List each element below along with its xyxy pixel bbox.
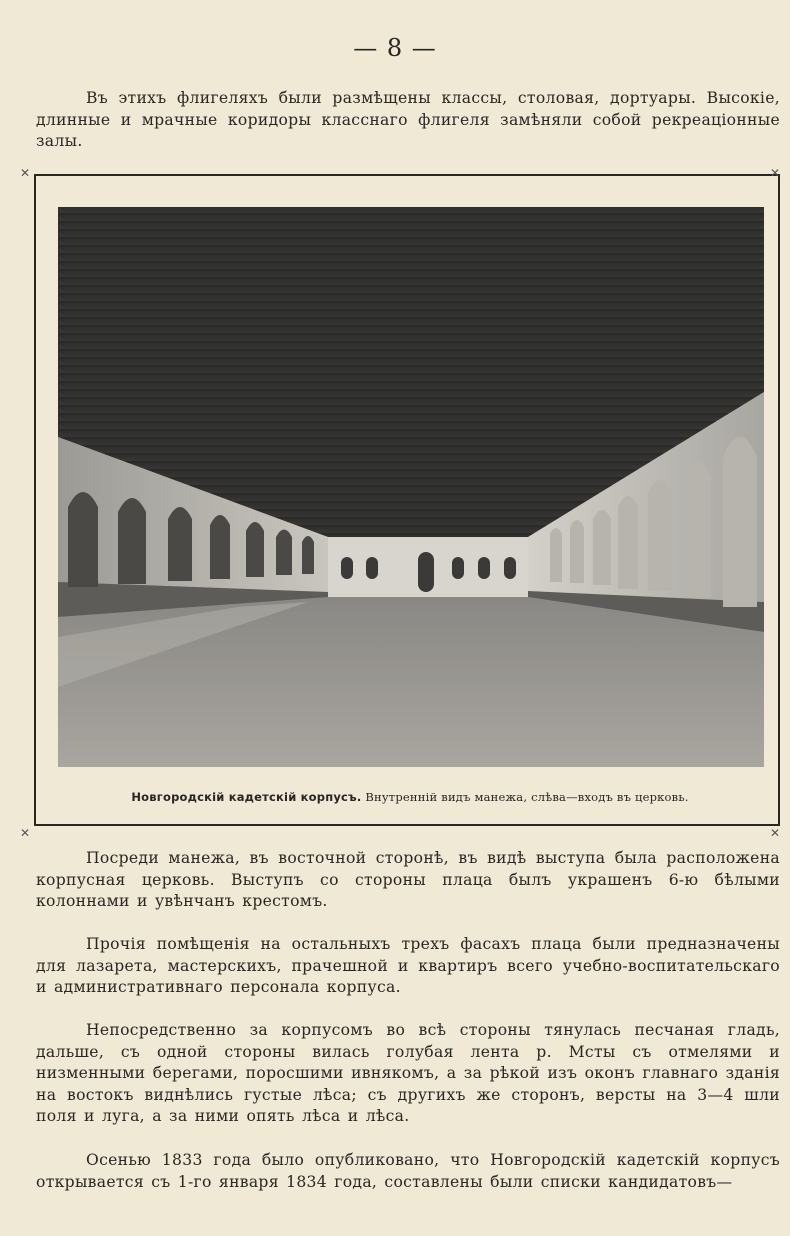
caption-lead: Новгородскій кадетскій корпусъ. [131,790,362,804]
paragraph-2-text: Посреди манежа, въ восточной сторонѣ, въ видѣ выступа была расположена корпусная церковь. Выступъ со стороны плаца былъ украшенъ 6-ю бѣлыми колоннами и увѣнчанъ крестомъ. [36,849,780,910]
corner-mark-bottom-right: ✕ [770,826,781,840]
paragraph-5-text: Осенью 1833 года было опубликовано, что Новгородскій кадетскій корпусъ открывается съ 1-го января 1834 года, составлены были списки кандидатовъ— [36,1151,780,1191]
figure-caption [60,790,760,804]
page-number: — 8 — [353,34,437,62]
corner-mark-top-left: ✕ [20,166,31,180]
paragraph-3-text: Прочія помѣщенія на остальныхъ трехъ фасахъ плаца были предназначены для лазарета, мастерскихъ, прачешной и квартиръ всего учебно-воспитательскаго и административнаго персонала корпуса. [36,935,780,996]
paragraph-3 [36,934,780,999]
corner-mark-bottom-left: ✕ [20,826,31,840]
figure-bottom-rule [34,824,780,826]
paragraph-5 [36,1150,780,1193]
paragraph-1 [36,88,780,153]
caption-rest: Внутренній видъ манежа, слѣва—входъ въ церковь. [361,790,689,804]
paragraph-4 [36,1020,780,1128]
paragraph-2 [36,848,780,913]
paragraph-1-text: Въ этихъ флигеляхъ были размѣщены классы, столовая, дортуары. Высокіе, длинные и мрачные коридоры класснаго флигеля замѣняли собой рекреаціонные залы. [36,89,780,150]
manege-interior-photo [58,207,764,767]
paragraph-4-text: Непосредственно за корпусомъ во всѣ стороны тянулась песчаная гладь, дальше, съ одной стороны вилась голубая лента р. Мсты съ отмелями и низменными берегами, поросшими ивнякомъ, а за рѣкой изъ оконъ главнаго зданія на востокъ виднѣлись густые лѣса; съ другихъ же сторонъ, версты на 3—4 шли поля и луга, а за ними опять лѣса и лѣса. [36,1021,780,1125]
corner-mark-top-right: ✕ [770,166,781,180]
